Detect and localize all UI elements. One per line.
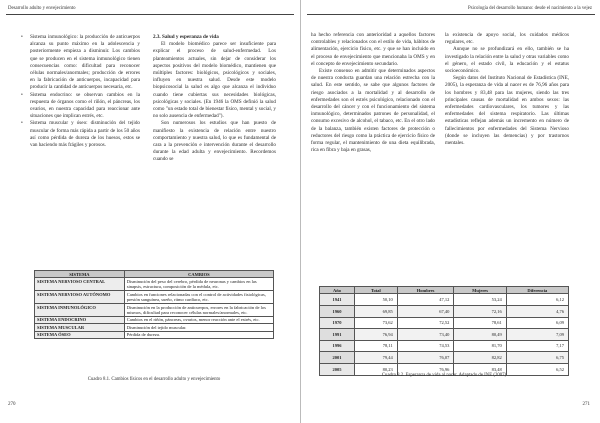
year-cell: 1996 [320,340,355,352]
value-cell: 74,53 [397,340,454,352]
value-cell: 7,17 [506,340,568,352]
table-row [320,352,569,364]
value-cell: 7,09 [506,329,568,341]
value-cell: 50,10 [354,294,397,306]
value-cell: 72,52 [397,317,454,329]
value-cell: 4,76 [506,306,568,318]
system-cell: SISTEMA ENDOCRINO [35,316,125,323]
value-cell: 72,16 [454,306,506,318]
table-row [320,294,569,306]
system-cell: SISTEMA NERVIOSO CENTRAL [35,278,125,291]
value-cell: 76,96 [397,363,454,375]
table-header-row [320,287,569,294]
table-header: CAMBIOS [124,271,273,278]
table-caption: Cuadro 8.2. Esperanza de vida al nacer. Adaptado de INE (2007) [381,373,507,378]
value-cell: 78,61 [454,317,506,329]
value-cell: 83,48 [454,363,506,375]
page-number-right: 271 [582,402,590,407]
table-row [320,317,569,329]
body-paragraph: Aunque no se profundizará en ello, también se ha investigado la relación entre la salud y otras variables como el género, el estado civil, la educación y el estatus socioeconómico. [445,46,569,75]
value-cell: 76,94 [354,329,397,341]
change-cell: Cambios en funciones relacionadas con el control de actividades fisiológicas, presión sanguínea, sueño, ritmo cardíaco, etc. [124,291,273,304]
value-cell: 80,49 [454,329,506,341]
right-column-1 [311,32,435,154]
table-row [35,331,274,338]
value-cell: 69,85 [354,306,397,318]
value-cell: 47,12 [397,294,454,306]
year-cell: 2005 [320,363,355,375]
change-cell: Pérdida de dureza. [124,331,273,338]
left-column-bullets [20,34,140,149]
table-row [320,329,569,341]
bullet-item: • Sistema muscular y óseo: disminución del tejido muscular de forma más rápida a partir de los 50 años así como pérdida de dureza de los huesos, estos se van haciendo más frágiles y porosos. [20,120,140,149]
header-rule [307,14,595,15]
body-paragraph: la existencia de apoyo social, los cuidados médicos regulares, etc. [445,32,569,46]
body-paragraph: ha hecho referencia con anterioridad a aquellos factores controlables y relacionados con el estilo de vida, hábitos de alimentación, ejercicio físico, etc. y que se han incluido en el proceso de envejecimiento que mencionaba la OMS y en el concepto de envejecimiento secundario. [311,32,435,67]
change-cell: Disminución en la producción de anticuerpos, errores en la fabricación de los mismos, dificultad para reconocer células normales/anormales, etc. [124,304,273,317]
bullet-item: • Sistema inmunológico: la producción de anticuerpos alcanza su punto máximo en la adolescencia y posteriormente empieza a disminuir. Los cambios que se producen en el sistema inmunológico tienen consecuencias como: dificultad para reconocer células normales/anormales; producción de errores en la fabricación de anticuerpos, incapacidad para producir la cantidad de anticuerpos necesaria, etc. [20,34,140,92]
table-row [35,291,274,304]
page-number-left: 270 [8,402,16,407]
year-cell: 1941 [320,294,355,306]
table-header-row [35,271,274,278]
section-title: 2.3. Salud y esperanza de vida [153,34,219,40]
value-cell: 81,70 [454,340,506,352]
change-cell: Disminución del tejido muscular. [124,324,273,331]
value-cell: 6,12 [506,294,568,306]
table-header: Año [320,287,355,294]
table-header: Hombres [397,287,454,294]
value-cell: 73,62 [354,317,397,329]
table-row [320,340,569,352]
life-expectancy-table [319,286,569,376]
table-header: Diferencia [506,287,568,294]
value-cell: 6,75 [506,352,568,364]
change-cell: Cambios en el riñón, páncreas, ovarios, menor reacción ante el estrés, etc. [124,316,273,323]
running-head-left: Desarrollo adulto y envejecimiento [8,6,76,11]
value-cell: 73,40 [397,329,454,341]
section-paragraph: El modelo biomédico parece ser insuficiente para explicar el proceso de salud-enfermedad. Los planteamientos actuales, sin dejar de considerar los aspectos positivos del modelo biomédico, mantienen que múltiples factores: biológicos, psicológicos y sociales, influyen en nuestra salud. Desde este modelo biopsicosocial la salud es algo que alcanza el individuo cuando tiene cubiertas sus necesidades biológicas, psicológicas y sociales. (En 1946 la OMS definió la salud como "un estado total de bienestar físico, mental y social, y no solo ausencia de enfermedad"). [153,41,276,120]
system-cell: SISTEMA ÓSEO [35,331,125,338]
value-cell: 6,52 [506,363,568,375]
value-cell: 6,09 [506,317,568,329]
value-cell: 76,07 [397,352,454,364]
value-cell: 78,11 [354,340,397,352]
section-column [153,34,276,164]
value-cell: 53,24 [454,294,506,306]
year-cell: 1970 [320,317,355,329]
bullet-item: • Sistema endocrino: se observan cambios en la respuesta de órganos como el riñón, el páncreas, los ovarios, en nuestra capacidad para reaccionar ante situaciones que implican estrés, etc. [20,92,140,121]
table-row [35,278,274,291]
year-cell: 1991 [320,329,355,341]
system-cell: SISTEMA NERVIOSO AUTÓNOMO [35,291,125,304]
table-row [35,324,274,331]
systems-bullet-list [20,34,140,149]
value-cell: 80,23 [354,363,397,375]
table-header: Mujeres [454,287,506,294]
right-page [300,0,600,423]
section-paragraph: Son numerosos los estudios que han puesto de manifiesto la existencia de relación entre nuestro comportamiento y nuestra salud, lo que es fundamental de cara a la prevención e intervención durante el desarrollo durante la edad adulta y envejecimiento. Recordemos cuando se [153,120,276,163]
year-cell: 2001 [320,352,355,364]
table-row [35,316,274,323]
value-cell: 82,82 [454,352,506,364]
table-header: SISTEMA [35,271,125,278]
year-cell: 1960 [320,306,355,318]
table-caption: Cuadro 8.1. Cambios físicos en el desarrollo adulto y envejecimiento [87,377,221,382]
system-cell: SISTEMA MUSCULAR [35,324,125,331]
right-column-2 [445,32,569,147]
body-paragraph: Según datos del Instituto Nacional de Estadística (INE, 2005), la esperanza de vida al nacer es de 76,96 años para los hombres y 83,48 para las mujeres, siendo las tres principales causas de mortalidad en ambos sexos: las enfermedades cardiovasculares, los tumores y las enfermedades del sistema respiratorio. Las últimas estadísticas reflejan además un incremento en número de fallecimientos por enfermedades del Sistema Nervioso (donde se incluyen las demencias) y por trastornos mentales. [445,75,569,147]
physical-changes-table [34,270,274,339]
change-cell: Disminución del peso del cerebro, pérdida de neuronas y cambios en las sinapsis, estructura, composición de la médula, etc. [124,278,273,291]
system-cell: SISTEMA INMUNOLÓGICO [35,304,125,317]
table-row [320,306,569,318]
value-cell: 67,40 [397,306,454,318]
header-rule [6,14,294,15]
table-row [35,304,274,317]
running-head-right: Psicología del desarrollo humano: desde el nacimiento a la vejez [467,6,592,11]
table-header: Total [354,287,397,294]
value-cell: 79,44 [354,352,397,364]
body-paragraph: Existe consenso en admitir que determinados aspectos de nuestra conducta guardan una relación estrecha con la salud. En este sentido, se sabe que algunos factores de riesgo asociados a la mortalidad y al desarrollo de enfermedades son el estrés psicológico, relacionado con el desarrollo del cáncer y con el funcionamiento del sistema inmunológico, determinados patrones de personalidad, el consumo excesivo de alcohol, el tabaco, etc. En el otro lado de la balanza, también existen factores de protección o reductores del riesgo como la práctica de ejercicio físico de forma regular, el mantenimiento de una dieta equilibrada, rica en fibra y baja en grasas, [311,68,435,154]
